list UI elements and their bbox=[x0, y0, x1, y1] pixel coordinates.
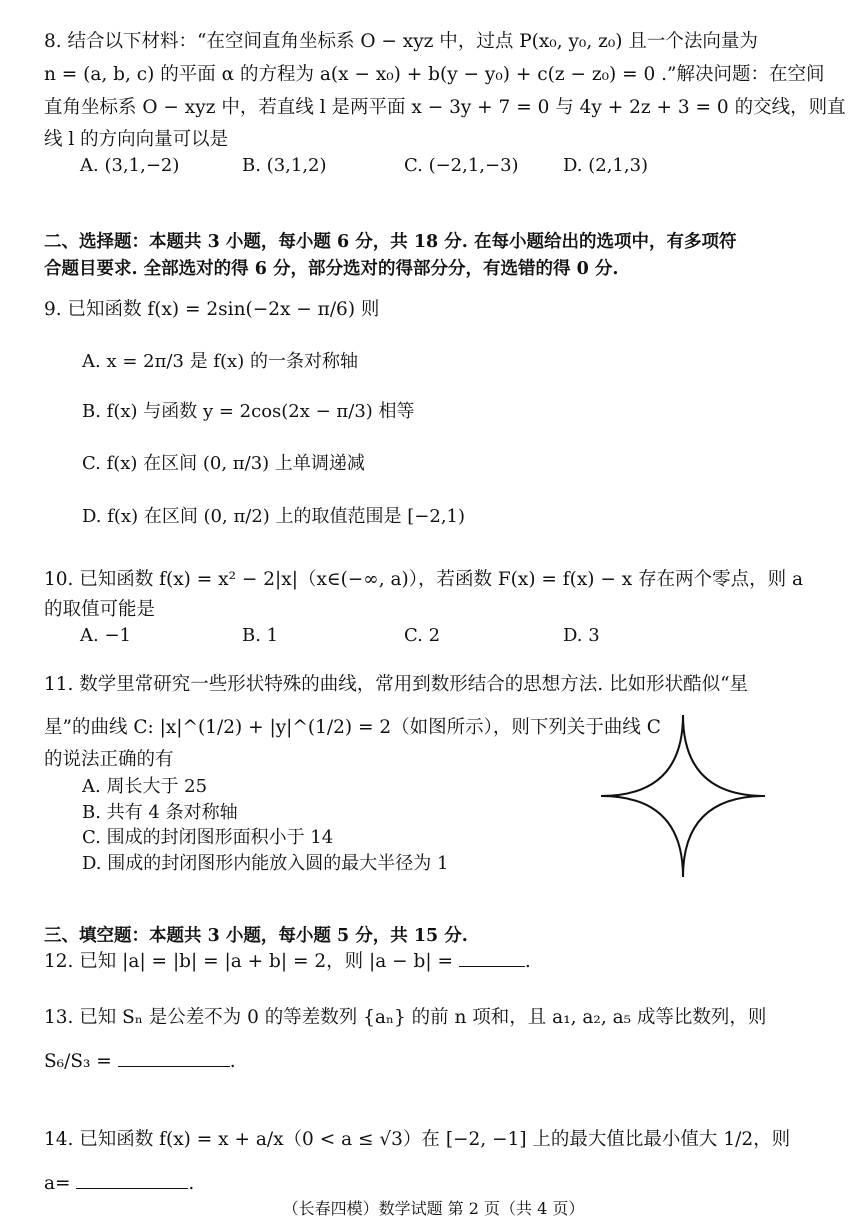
q12-line bbox=[44, 950, 531, 974]
q13-line-2 bbox=[44, 1050, 236, 1074]
q10-line-2: 的取值可能是 bbox=[44, 599, 156, 620]
q8-line-2: n = (a, b, c) 的平面 α 的方程为 a(x − x₀) + b(y − y₀) + c(z − z₀) = 0 .”解决问题：在空间 bbox=[44, 64, 825, 85]
q10-option-a: A. −1 bbox=[80, 625, 131, 646]
q11-option-b: B. 共有 4 条对称轴 bbox=[82, 802, 238, 823]
q9-option-d: D. f(x) 在区间 (0, π/2) 上的取值范围是 [−2,1) bbox=[82, 506, 466, 527]
q14-end: . bbox=[188, 1173, 195, 1194]
q8-line-3: 直角坐标系 O − xyz 中，若直线 l 是两平面 x − 3y + 7 = 0 与 4y + 2z + 3 = 0 的交线，则直 bbox=[44, 97, 846, 118]
q10-option-d: D. 3 bbox=[563, 625, 600, 646]
section-2-heading-line-1: 二、选择题：本题共 3 小题，每小题 6 分，共 18 分. 在每小题给出的选项中，有多项符 bbox=[44, 232, 737, 252]
q11-line-1: 11. 数学里常研究一些形状特殊的曲线，常用到数形结合的思想方法. 比如形状酷似“星 bbox=[44, 674, 749, 695]
q8-option-a: A. (3,1,−2) bbox=[80, 155, 180, 176]
q14-a-label: a= bbox=[44, 1173, 71, 1194]
star-curve-figure bbox=[598, 712, 768, 880]
q8-line-4: 线 l 的方向向量可以是 bbox=[44, 129, 229, 150]
q8-option-b: B. (3,1,2) bbox=[242, 155, 327, 176]
q9-option-a: A. x = 2π/3 是 f(x) 的一条对称轴 bbox=[82, 351, 358, 372]
q8-line-1: 8. 结合以下材料：“在空间直角坐标系 O − xyz 中，过点 P(x₀, y₀, z₀) 且一个法向量为 bbox=[44, 31, 758, 52]
q10-line-1: 10. 已知函数 f(x) = x² − 2|x|（x∈(−∞, a)），若函数 F(x) = f(x) − x 存在两个零点，则 a bbox=[44, 569, 804, 590]
star-curve-path bbox=[601, 715, 765, 877]
q10-option-c: C. 2 bbox=[404, 625, 441, 646]
q11-option-d: D. 围成的封闭图形内能放入圆的最大半径为 1 bbox=[82, 853, 449, 874]
q9-option-b: B. f(x) 与函数 y = 2cos(2x − π/3) 相等 bbox=[82, 401, 415, 422]
section-3-heading: 三、填空题：本题共 3 小题，每小题 5 分，共 15 分. bbox=[44, 926, 468, 946]
q12-text: 12. 已知 |a| = |b| = |a + b| = 2，则 |a − b| = bbox=[44, 951, 454, 972]
q14-line-1: 14. 已知函数 f(x) = x + a/x（0 < a ≤ √3）在 [−2, −1] 上的最大值比最小值大 1/2，则 bbox=[44, 1129, 791, 1150]
q13-answer-blank bbox=[118, 1066, 230, 1067]
q12-answer-blank bbox=[459, 966, 525, 967]
section-2-heading-line-2: 合题目要求. 全部选对的得 6 分，部分选对的得部分分，有选错的得 0 分. bbox=[44, 259, 619, 279]
q9-stem: 9. 已知函数 f(x) = 2sin(−2x − π/6) 则 bbox=[44, 299, 380, 320]
q14-answer-blank bbox=[76, 1188, 188, 1189]
q9-option-c: C. f(x) 在区间 (0, π/3) 上单调递减 bbox=[82, 453, 365, 474]
q11-line-3: 的说法正确的有 bbox=[44, 749, 174, 770]
q14-line-2 bbox=[44, 1172, 194, 1196]
q11-option-c: C. 围成的封闭图形面积小于 14 bbox=[82, 827, 334, 848]
page-footer: （长春四模）数学试题 第 2 页（共 4 页） bbox=[282, 1199, 585, 1218]
q10-option-b: B. 1 bbox=[242, 625, 279, 646]
q13-end: . bbox=[229, 1051, 236, 1072]
q8-option-c: C. (−2,1,−3) bbox=[404, 155, 519, 176]
q12-end: . bbox=[524, 951, 531, 972]
q11-line-2: 星”的曲线 C: |x|^(1/2) + |y|^(1/2) = 2（如图所示），则下列关于曲线 C bbox=[44, 717, 661, 738]
q8-option-d: D. (2,1,3) bbox=[563, 155, 649, 176]
q13-line-1: 13. 已知 Sₙ 是公差不为 0 的等差数列 {aₙ} 的前 n 项和，且 a₁, a₂, a₅ 成等比数列，则 bbox=[44, 1007, 767, 1028]
q13-ratio: S₆/S₃ = bbox=[44, 1051, 112, 1072]
q11-option-a: A. 周长大于 25 bbox=[82, 776, 208, 797]
